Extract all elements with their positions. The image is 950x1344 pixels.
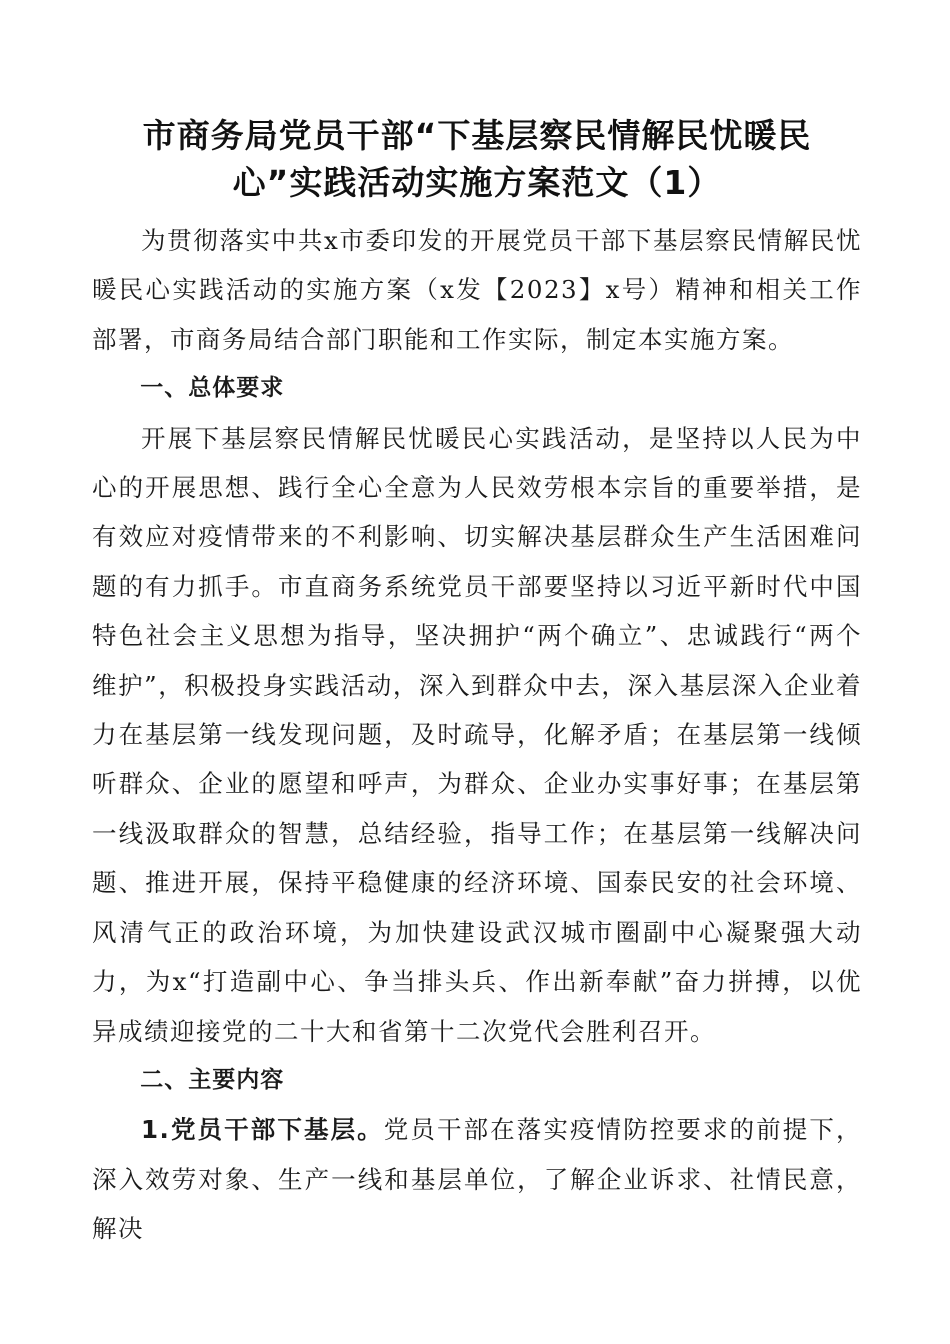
section-heading-overall-requirements: 一、总体要求 <box>140 375 285 402</box>
item-1-lead: 1.党员干部下基层。 <box>141 1115 384 1145</box>
section-heading-main-content: 二、主要内容 <box>140 1066 285 1093</box>
document-title <box>92 112 862 206</box>
item-1-body: 党员干部在落实疫情防控要求的前提下，深入效劳对象、生产一线和基层单位，了解企业诉求、社情民意，解决 <box>92 1115 863 1244</box>
item-1-paragraph <box>92 1105 862 1253</box>
title-line-1: 市商务局党员干部“下基层察民情解民忧暖民 <box>142 116 812 155</box>
title-line-2: 心”实践活动实施方案范文（1） <box>232 163 722 202</box>
overall-requirements-paragraph: 开展下基层察民情解民忧暖民心实践活动，是坚持以人民为中心的开展思想、践行全心全意为人民效劳根本宗旨的重要举措，是有效应对疫情带来的不利影响、切实解决基层群众生产生活困难问题的有力抓手。市直商务系统党员干部要坚持以习近平新时代中国特色社会主义思想为指导，坚决拥护“两个确立”、忠诚践行“两个维护”，积极投身实践活动，深入到群众中去，深入基层深入企业着力在基层第一线发现问题，及时疏导，化解矛盾；在基层第一线倾听群众、企业的愿望和呼声，为群众、企业办实事好事；在基层第一线汲取群众的智慧，总结经验，指导工作；在基层第一线解决问题、推进开展，保持平稳健康的经济环境、国泰民安的社会环境、风清气正的政治环境，为加快建设武汉城市圈副中心凝聚强大动力，为x“打造副中心、争当排头兵、作出新奉献”奋力拼搏，以优异成绩迎接党的二十大和省第十二次党代会胜利召开。 <box>92 423 862 1046</box>
intro-paragraph: 为贯彻落实中共x市委印发的开展党员干部下基层察民情解民忧暖民心实践活动的实施方案（x发【2023】x号）精神和相关工作部署，市商务局结合部门职能和工作实际，制定本实施方案。 <box>92 226 862 354</box>
